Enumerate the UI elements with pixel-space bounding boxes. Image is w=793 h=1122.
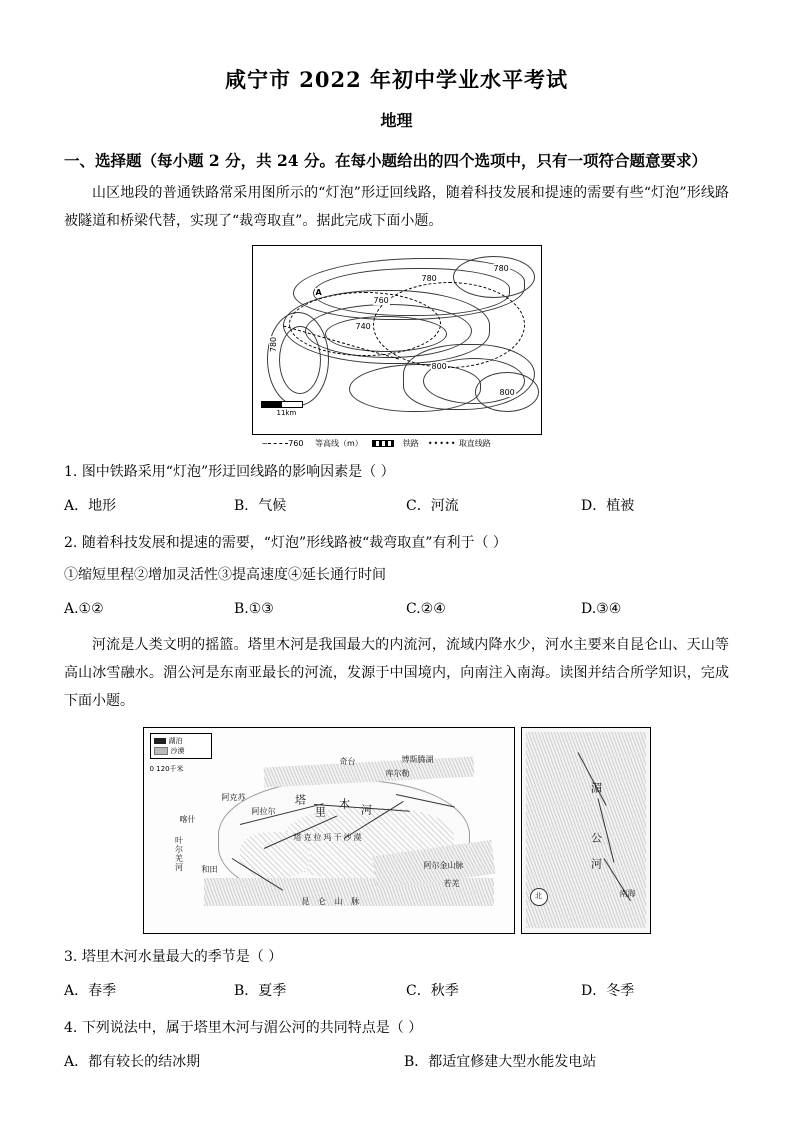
- question-1-number: 1.: [64, 464, 78, 480]
- question-3-stem: 塔里木河水量最大的季节是（ ）: [81, 949, 283, 965]
- legend-contour-icon: ~ 760: [261, 439, 307, 448]
- q2-option-d[interactable]: D.③④: [581, 601, 622, 617]
- legend-railway-icon: [372, 440, 394, 447]
- compass-icon: 北: [530, 888, 548, 906]
- label-qitai: 奇台: [339, 757, 356, 766]
- question-2-options: [64, 595, 729, 623]
- q1-option-b[interactable]: B．气候: [234, 498, 287, 514]
- q3-option-c[interactable]: C．秋季: [406, 983, 459, 999]
- label-ruoqiang: 若羌: [443, 879, 460, 888]
- label-hetian: 和田: [201, 865, 218, 874]
- mekong-river-map: [521, 727, 651, 934]
- legend-railway-label: 铁路: [402, 439, 419, 448]
- contour-label-740: 740: [355, 322, 371, 331]
- question-4: [64, 1014, 729, 1042]
- label-taklimakan: 塔克拉玛干沙漠: [293, 833, 364, 842]
- question-4-stem: 下列说法中，属于塔里木河与湄公河的共同特点是（ ）: [81, 1020, 423, 1036]
- question-4-options: [64, 1048, 729, 1076]
- page-title: 咸宁市 2022 年初中学业水平考试: [224, 67, 569, 92]
- legend-straight-icon: •••••: [427, 439, 457, 448]
- question-3-options: [64, 977, 729, 1005]
- figure-2-wrapper: [64, 727, 729, 934]
- contour-label-780a: 780: [421, 274, 437, 283]
- question-4-number: 4.: [64, 1020, 78, 1036]
- q3-option-b[interactable]: B．夏季: [234, 983, 287, 999]
- point-label-a: A: [315, 288, 322, 297]
- label-he: 河: [359, 804, 373, 817]
- question-2: [64, 529, 729, 557]
- legend-lake-label: 湖泊: [168, 737, 183, 745]
- label-aerjin-mountains: 阿尔金山脉: [423, 861, 464, 870]
- scale-text: 11km: [276, 409, 297, 417]
- label-li: 里: [313, 806, 327, 819]
- label-alaer: 阿拉尔: [251, 807, 276, 816]
- passage-2: 河流是人类文明的摇篮。塔里木河是我国最大的内流河，流域内降水少，河水主要来自昆仑山、天山等高山冰雪融水。湄公河是东南亚最长的河流，发源于中国境内，向南注入南海。读图并结合所学知识，完成下面小题。: [64, 637, 729, 709]
- q2-option-c[interactable]: C.②④: [406, 601, 446, 617]
- q1-option-d[interactable]: D．植被: [581, 498, 635, 514]
- figure-1-wrapper: [64, 245, 729, 449]
- legend-desert-label: 沙漠: [170, 747, 185, 755]
- contour-label-760: 760: [373, 296, 389, 305]
- passage-1: 山区地段的普通铁路常采用图所示的“灯泡”形迂回线路，随着科技发展和提速的需要有些“灯泡”形线路被隧道和桥梁代替，实现了“裁弯取直”。据此完成下面小题。: [64, 185, 729, 229]
- figure-1-legend: [252, 438, 540, 449]
- scale-bar: [261, 401, 303, 408]
- q3-option-a[interactable]: A．春季: [64, 983, 117, 999]
- label-mu: 木: [337, 798, 351, 811]
- question-3-number: 3.: [64, 949, 78, 965]
- q2-option-a[interactable]: A.①②: [64, 601, 104, 617]
- contour-label-800a: 800: [431, 362, 447, 371]
- label-kashi: 喀什: [179, 815, 196, 824]
- map-legend: [150, 733, 212, 759]
- q4-option-a[interactable]: A．都有较长的结冰期: [64, 1054, 201, 1070]
- q4-option-b[interactable]: B．都适宜修建大型水能发电站: [404, 1054, 597, 1070]
- contour-label-800b: 800: [499, 388, 515, 397]
- lake-swatch: [154, 738, 166, 744]
- legend-contour-label: 等高线（m）: [315, 439, 363, 448]
- legend-straight-label: 取直线路: [458, 439, 491, 448]
- label-kuerle: 库尔勒: [385, 769, 410, 778]
- label-bositeng-lake: 博斯腾湖: [401, 755, 434, 764]
- label-kunlun-mountains: 昆 仑 山 脉: [301, 897, 363, 906]
- desert-swatch: [154, 747, 168, 755]
- q1-option-c[interactable]: C．河流: [406, 498, 459, 514]
- question-1-stem: 图中铁路采用“灯泡”形迂回线路的影响因素是（ ）: [81, 464, 395, 480]
- label-he: 河: [589, 858, 603, 871]
- label-mei: 湄: [589, 782, 603, 795]
- question-2-sub: ①缩短里程②增加灵活性③提高速度④延长通行时间: [64, 567, 386, 583]
- contour-railway-map: [252, 245, 542, 435]
- question-1: [64, 458, 729, 486]
- contour-label-780c: 780: [268, 336, 278, 353]
- question-3: [64, 943, 729, 971]
- label-yeerqiang: 叶尔羌河: [174, 836, 184, 872]
- tarim-river-map: [143, 727, 515, 934]
- q3-option-d[interactable]: D．冬季: [581, 983, 635, 999]
- question-2-number: 2.: [64, 535, 78, 551]
- label-ta: 塔: [293, 794, 307, 807]
- label-gong: 公: [589, 832, 603, 845]
- contour-label-780b: 780: [493, 264, 509, 273]
- label-south-china-sea: 南海: [619, 889, 636, 898]
- q2-option-b[interactable]: B.①③: [234, 601, 274, 617]
- q1-option-a[interactable]: A．地形: [64, 498, 117, 514]
- question-2-stem: 随着科技发展和提速的需要，“灯泡”形线路被“裁弯取直”有利于（ ）: [81, 535, 507, 551]
- label-akesu: 阿克苏: [221, 793, 246, 802]
- scale-text-2: 0 120千米: [149, 765, 184, 773]
- question-1-options: [64, 492, 729, 520]
- section-heading: 一、选择题（每小题 2 分，共 24 分。在每小题给出的四个选项中，只有一项符合题意要求）: [64, 151, 707, 170]
- subject-title: 地理: [380, 111, 413, 130]
